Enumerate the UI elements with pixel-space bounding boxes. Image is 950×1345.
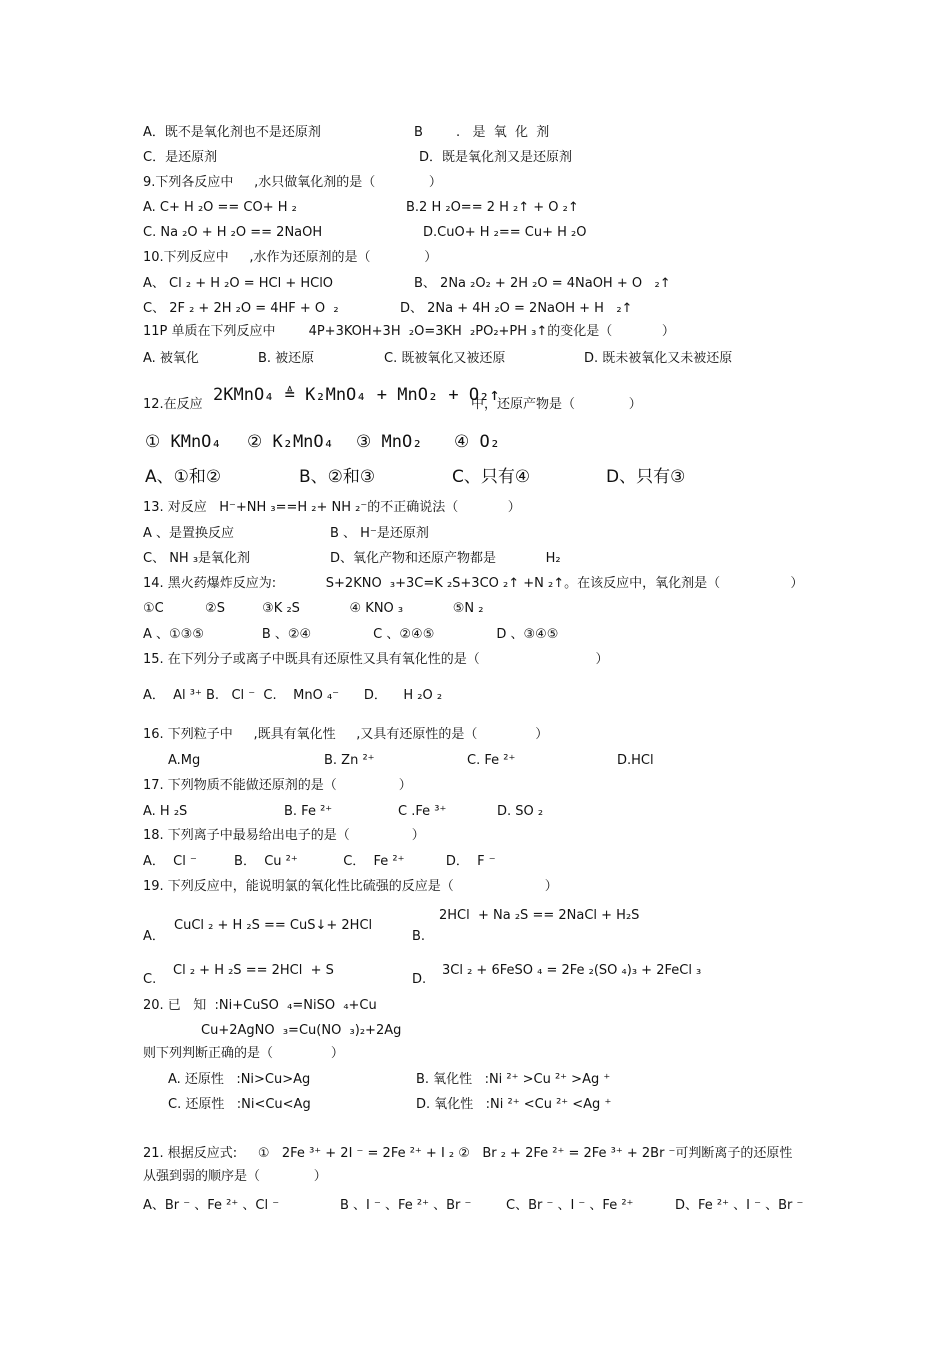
q17-a: A. H ₂S: [143, 804, 188, 819]
q21-stem-2: 从强到弱的顺序是（ ）: [143, 1169, 327, 1184]
q21-stem: 21. 根据反应式: ① 2Fe ³⁺ + 2I ⁻ = 2Fe ²⁺ + I ₂ ② Br ₂ + 2Fe ²⁺ = 2Fe ³⁺ + 2Br ⁻可判断离子的还原性: [143, 1146, 793, 1161]
q9-b: B.2 H ₂O== 2 H ₂↑ + O ₂↑: [406, 200, 579, 215]
q20-b: B. 氧化性 :Ni ²⁺ >Cu ²⁺ >Ag ⁺: [416, 1072, 611, 1087]
q16-d: D.HCl: [617, 753, 654, 768]
q15-stem: 15. 在下列分子或离子中既具有还原性又具有氧化性的是（ ）: [143, 652, 609, 667]
q16-stem: 16. 下列粒子中 ,既具有氧化性 ,又具有还原性的是（ ）: [143, 727, 549, 742]
q19-stem: 19. 下列反应中，能说明氯的氧化性比硫强的反应是（ ）: [143, 879, 558, 894]
q10-d: D、 2Na + 4H ₂O = 2NaOH + H ₂↑: [400, 301, 633, 316]
q18-options: A． Cl ⁻ B． Cu ²⁺ C． Fe ²⁺ D． F ⁻: [143, 854, 496, 869]
q19-b: 2HCl + Na ₂S == 2NaCl + H₂S: [439, 908, 640, 923]
q12-b: B、②和③: [299, 467, 376, 487]
q21-a: A、Br ⁻ 、Fe ²⁺ 、Cl ⁻: [143, 1198, 280, 1213]
q12-item-4: ④ O₂: [454, 432, 500, 452]
q12-a: A、①和②: [145, 467, 222, 487]
q17-c: C .Fe ³⁺: [398, 804, 447, 819]
q11-a: A. 被氧化: [143, 351, 199, 366]
q18-stem: 18. 下列离子中最易给出电子的是（ ）: [143, 828, 425, 843]
q19-c-label: C.: [143, 972, 157, 987]
q12-item-1: ① KMnO₄: [145, 432, 222, 452]
q14-items: ①C ②S ③K ₂S ④ KNO ₃ ⑤N ₂: [143, 601, 484, 616]
q12-suffix: 中，还原产物是（ ）: [471, 397, 642, 412]
line-d-top: D．既是氧化剂又是还原剂: [419, 150, 573, 165]
q19-d-label: D.: [412, 972, 427, 987]
q10-c: C、 2F ₂ + 2H ₂O = 4HF + O ₂: [143, 301, 339, 316]
q19-a-label: A．: [143, 929, 165, 944]
q20-d: D. 氧化性 :Ni ²⁺ <Cu ²⁺ <Ag ⁺: [416, 1097, 612, 1112]
q21-b: B 、I ⁻ 、Fe ²⁺ 、Br ⁻: [340, 1198, 472, 1213]
q21-c: C、Br ⁻ 、I ⁻ 、Fe ²⁺: [506, 1198, 634, 1213]
q16-a: A.Mg: [168, 753, 201, 768]
q9-a: A. C+ H ₂O == CO+ H ₂: [143, 200, 297, 215]
q11-d: D. 既未被氧化又未被还原: [584, 351, 733, 366]
q20-question: 则下列判断正确的是（ ）: [143, 1046, 344, 1061]
q13-a: A 、是置换反应: [143, 526, 235, 541]
q13-b: B 、 H⁻是还原剂: [330, 526, 429, 541]
q12-equation: 2KMnO₄ ≜ K₂MnO₄ + MnO₂ + O₂↑: [213, 385, 500, 405]
q13-stem: 13. 对反应 H⁻+NH ₃==H ₂+ NH ₂⁻的不正确说法（ ）: [143, 500, 521, 515]
q12-prefix: 12.在反应: [143, 397, 203, 412]
q20-stem: 20. 已 知 :Ni+CuSO ₄=NiSO ₄+Cu: [143, 998, 377, 1013]
q13-c: C、 NH ₃是氧化剂: [143, 551, 251, 566]
q16-b: B. Zn ²⁺: [324, 753, 375, 768]
q12-item-2: ② K₂MnO₄: [247, 432, 334, 452]
line-a-top: A．既不是氧化剂也不是还原剂: [143, 125, 321, 140]
q13-d: D、氧化产物和还原产物都是 H₂: [330, 551, 561, 566]
q20-c: C. 还原性 :Ni<Cu<Ag: [168, 1097, 311, 1112]
q21-d: D、Fe ²⁺ 、I ⁻ 、Br ⁻: [675, 1198, 804, 1213]
q14-options: A 、①③⑤ B 、②④ C 、②④⑤ D 、③④⑤: [143, 627, 559, 642]
q12-item-3: ③ MnO₂: [356, 432, 423, 452]
q10-stem: 10.下列反应中 ,水作为还原剂的是（ ）: [143, 250, 438, 265]
q11-b: B. 被还原: [258, 351, 315, 366]
line-c-top: C．是还原剂: [143, 150, 218, 165]
q12-c: C、只有④: [452, 467, 531, 487]
q11-stem: 11P 单质在下列反应中 4P+3KOH+3H ₂O=3KH ₂PO₂+PH ₃↑的变化是（ ）: [143, 324, 675, 339]
q12-d: D、只有③: [606, 467, 686, 487]
q19-b-label: B.: [412, 929, 426, 944]
q20-a: A. 还原性 :Ni>Cu>Ag: [168, 1072, 311, 1087]
q9-stem: 9.下列各反应中 ,水只做氧化剂的是（ ）: [143, 175, 442, 190]
q9-d: D.CuO+ H ₂== Cu+ H ₂O: [423, 225, 587, 240]
q17-stem: 17. 下列物质不能做还原剂的是（ ）: [143, 778, 412, 793]
q11-c: C. 既被氧化又被还原: [384, 351, 506, 366]
q19-d: 3Cl ₂ + 6FeSO ₄ = 2Fe ₂(SO ₄)₃ + 2FeCl ₃: [442, 963, 702, 978]
q19-c: Cl ₂ + H ₂S == 2HCl + S: [173, 963, 334, 978]
q10-a: A、 Cl ₂ + H ₂O = HCl + HClO: [143, 276, 334, 291]
q20-eq2: Cu+2AgNO ₃=Cu(NO ₃)₂+2Ag: [201, 1023, 402, 1038]
q9-c: C. Na ₂O + H ₂O == 2NaOH: [143, 225, 323, 240]
q17-b: B. Fe ²⁺: [284, 804, 333, 819]
q14-stem: 14. 黑火药爆炸反应为: S+2KNO ₃+3C=K ₂S+3CO ₂↑ +N ₂↑。在该反应中，氧化剂是（ ）: [143, 576, 804, 591]
q19-a: CuCl ₂ + H ₂S == CuS↓+ 2HCl: [174, 918, 373, 933]
q17-d: D. SO ₂: [497, 804, 544, 819]
q10-b: B、 2Na ₂O₂ + 2H ₂O = 4NaOH + O ₂↑: [414, 276, 671, 291]
q16-c: C. Fe ²⁺: [467, 753, 516, 768]
line-b-top: B . 是 氧 化 剂: [414, 125, 550, 140]
q15-options: A． Al ³⁺ B. Cl ⁻ C. MnO ₄⁻ D． H ₂O ₂: [143, 688, 443, 703]
